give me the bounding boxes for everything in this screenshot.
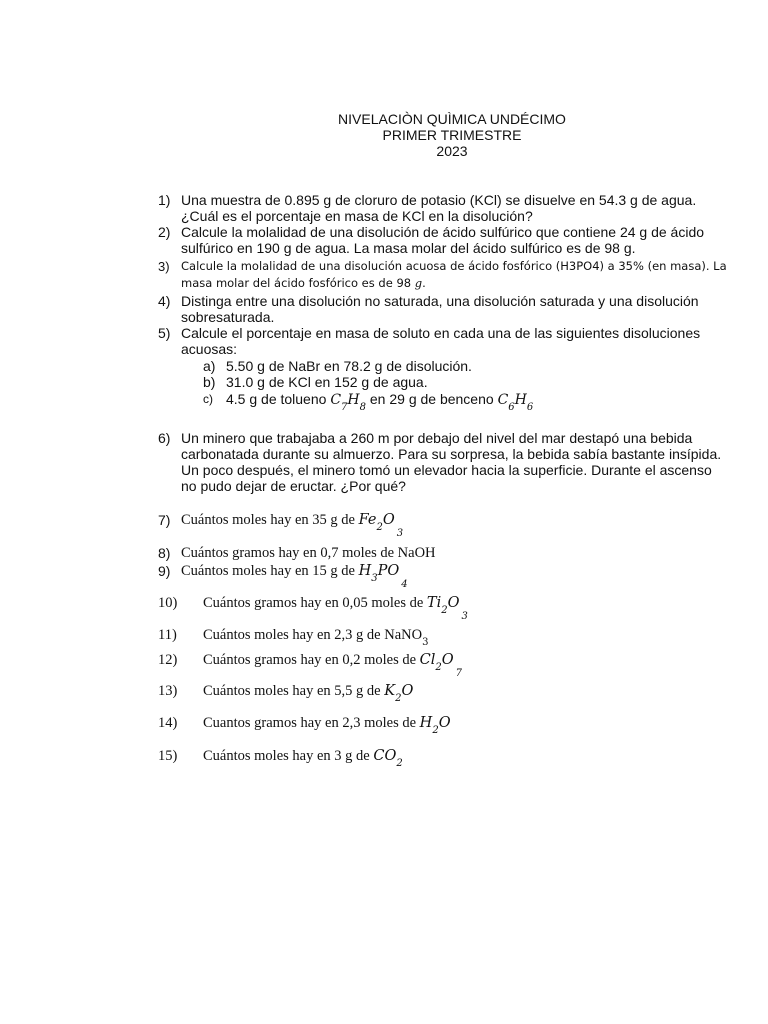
document-subtitle: PRIMER TRIMESTRE (382, 127, 522, 143)
document-title: NIVELACIÒN QUÌMICA UNDÉCIMO (338, 111, 566, 127)
document-year: 2023 (436, 143, 468, 159)
document-page: NIVELACIÒN QUÌMICA UNDÉCIMO PRIMER TRIMESTRE 2023 1) Una muestra de 0.895 g de cloruro de potasio (KCl) se disuelve en 54.3 g de agua. ¿Cuál es el porcentaje en masa de KCl en la disolución? 2) Calcule la molalidad de una disolución de ácido sulfúrico que contiene 24 g de ácido sulfúrico en 190 g de agua. La masa molar del ácido sulfúrico es de 98 g. 3) Calcule la molalidad de una disolución acuosa de ácido fosfórico (H3PO4) a 35% (en masa). La masa molar del ácido fosfórico es de 98 g. 4) Distinga entre una disolución no saturada, una disolución saturada y una disolución sobresaturada. 5) Calcule el porcentaje en masa de soluto en cada una de las siguientes disoluciones acuosas: a) 5.50 g de NaBr en 78.2 g de disolución. b) 31.0 g de KCl en 152 g de agua. c) 4.5 g de tolueno $C_7H_8$ en 29 g de benceno $C_6H_6$ 6) Un minero que trabajaba a 260 m por debajo del nivel del mar destapó una bebida carbonatada durante su almuerzo. Para su sorpresa, la bebida sabía bastante insípida. Un poco después, el minero tomó un elevador hacia la superficie. Durante el ascenso no pudo dejar de eructar. ¿Por qué? 7) Cuántos moles hay en 35 g de $Fe_2O_3$ 8) Cuántos gramos hay en 0,7 moles de NaOH 9) Cuántos moles hay en 15 g de $H_3PO_4$ 10) Cuántos gramos hay en 0,05 moles de $Ti_2O_3$ 11) Cuántos moles hay en 2,3 g de NaNO$_3$ 12) Cuántos gramos hay en 0,2 moles de $Cl_2O_7$ 13) Cuántos moles hay en 5,5 g de $K_2O$ 14) Cuantos gramos hay en 2,3 moles de $H_2O$ 15) Cuántos moles hay en 3 g de $CO_2$ (0, 0, 768, 1024)
